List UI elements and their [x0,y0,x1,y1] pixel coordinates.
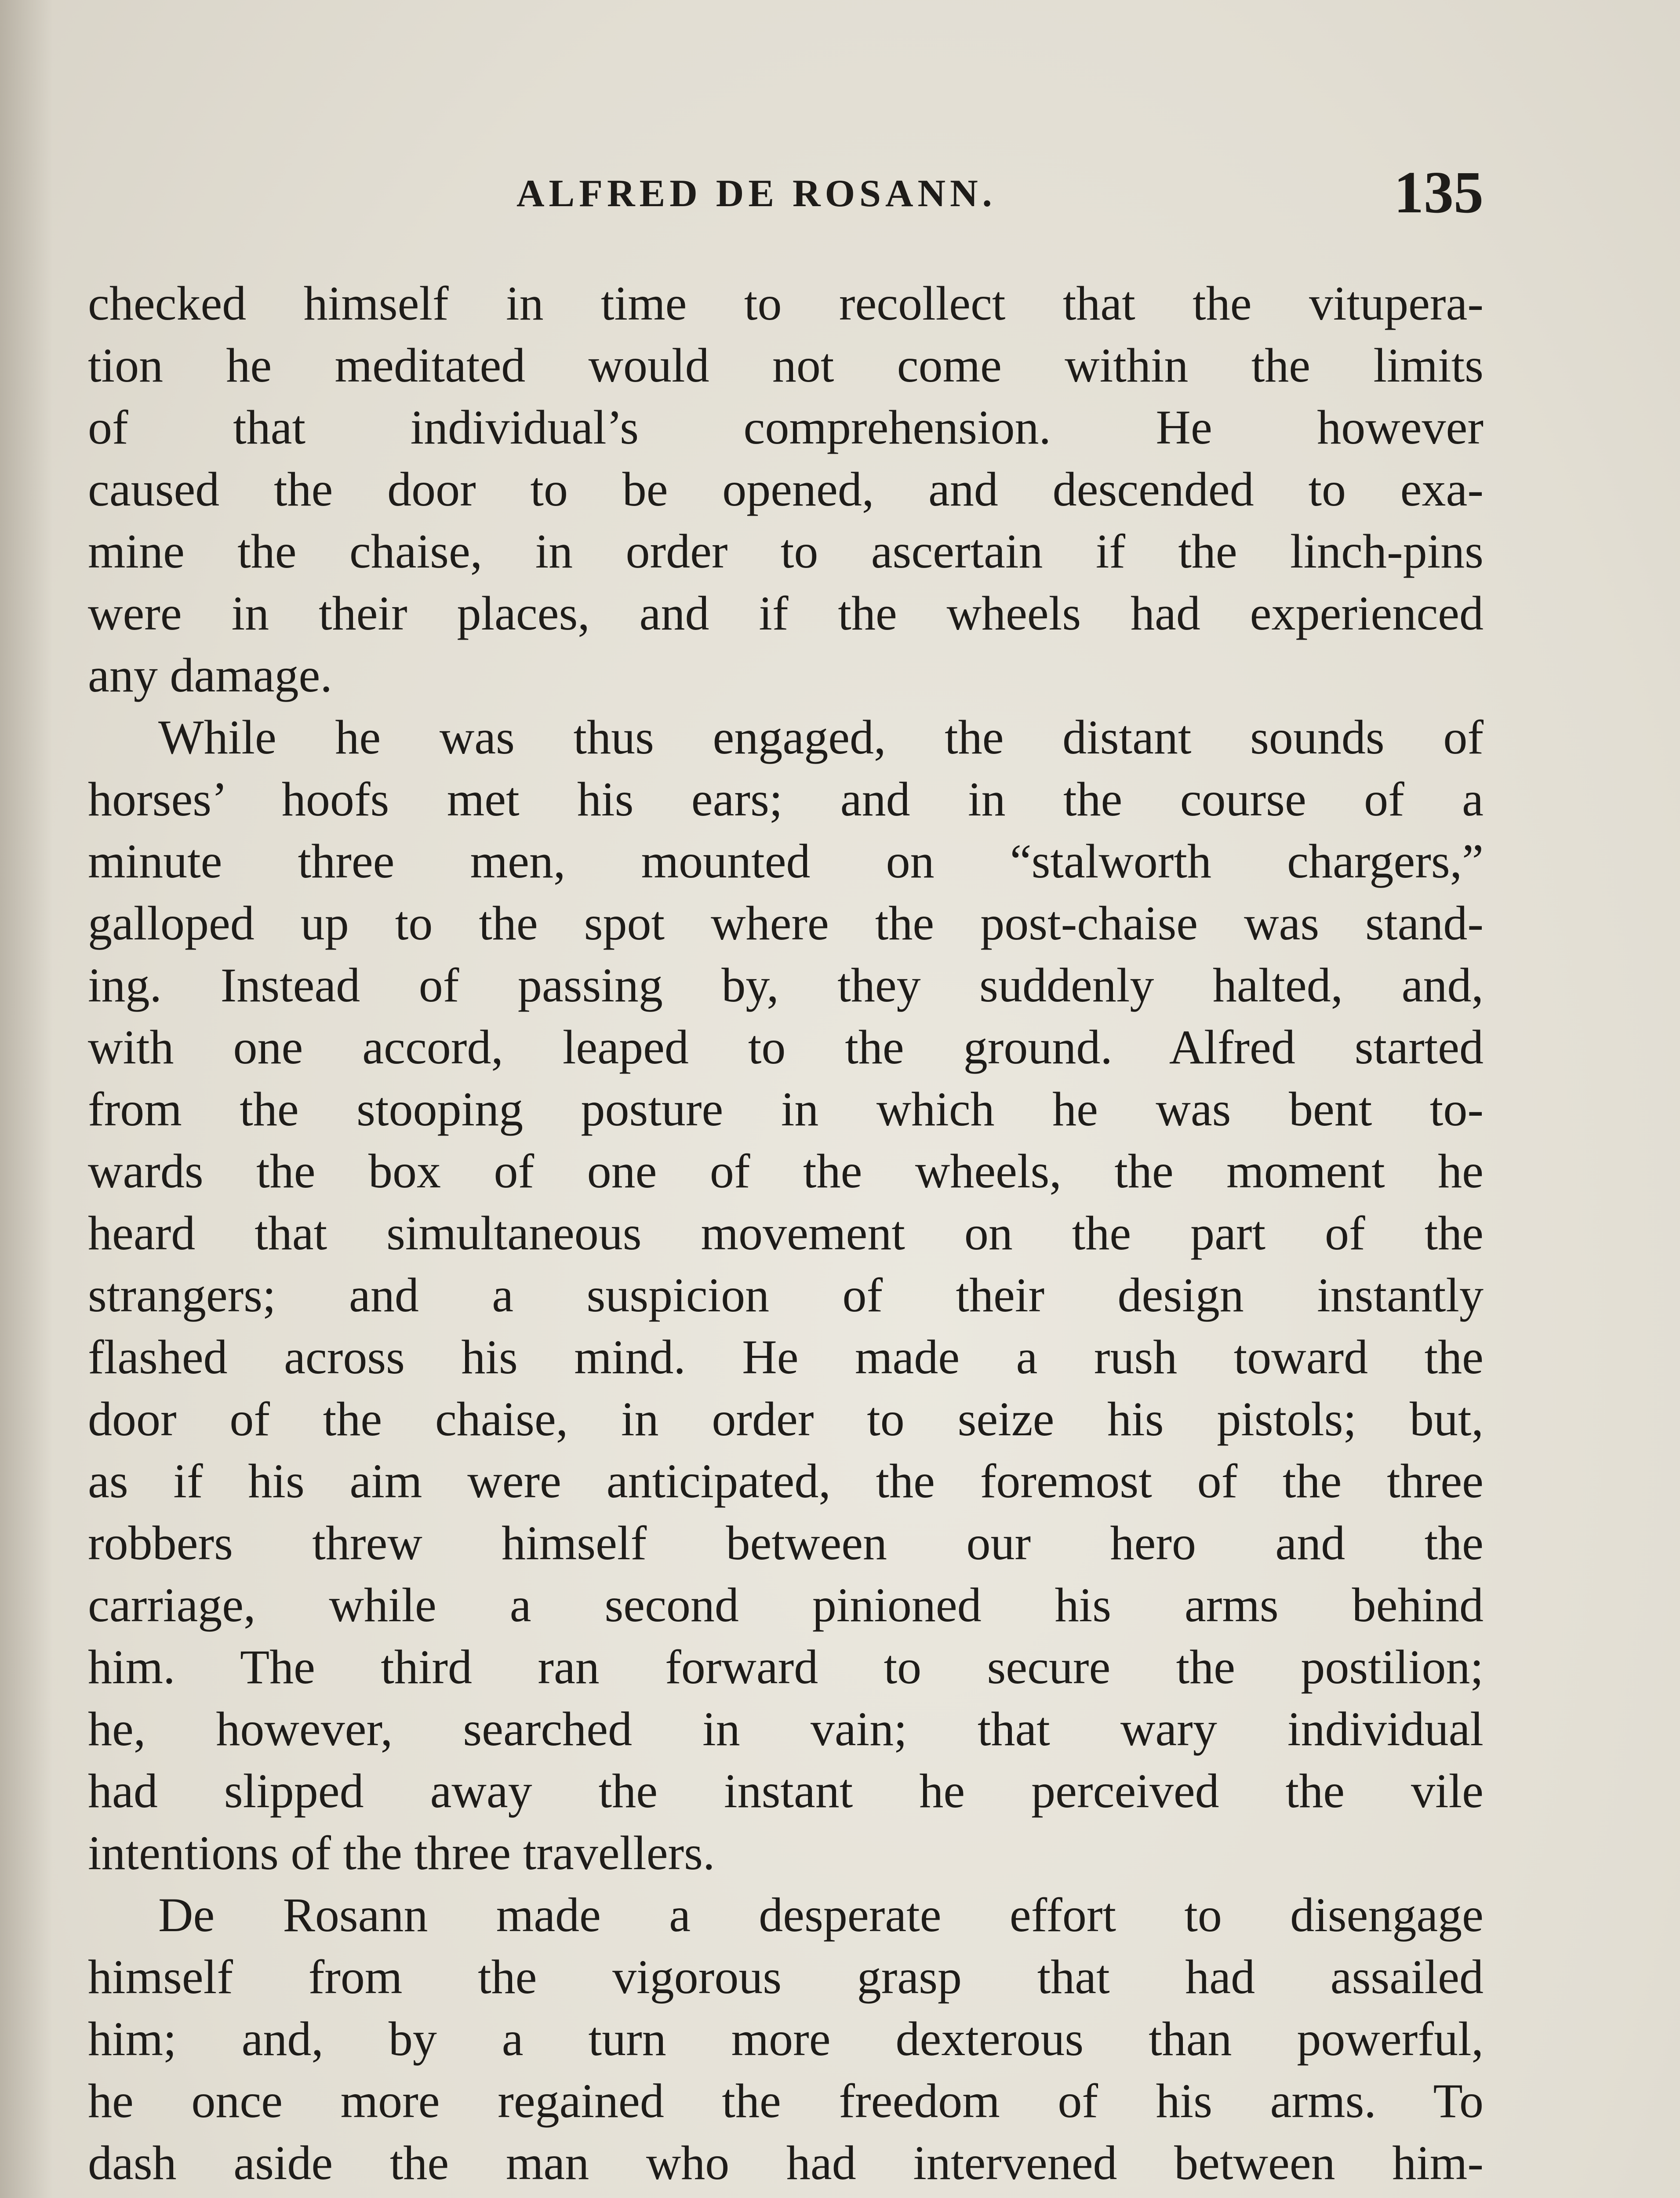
text-line: with one accord, leaped to the ground. Alfred started [88,1020,1484,1074]
text-line: he once more regained the freedom of his arms. To [88,2074,1484,2128]
text-line: himself from the vigorous grasp that had assailed [88,1950,1484,2004]
text-line: of that individual’s comprehension. He however [88,400,1484,454]
text-line: checked himself in time to recollect that the vitupera- [88,277,1484,330]
text-line: intentions of the three travellers. [88,1826,715,1880]
body-text [88,273,1484,2198]
text-line: De Rosann made a desperate effort to disengage [158,1888,1484,1942]
text-line: as if his aim were anticipated, the foremost of the three [88,1454,1484,1508]
text-line: ing. Instead of passing by, they suddenly halted, and, [88,958,1484,1012]
text-line: him; and, by a turn more dexterous than powerful, [88,2012,1484,2066]
text-line: tion he meditated would not come within the limits [88,338,1484,392]
text-line: wards the box of one of the wheels, the moment he [88,1144,1484,1198]
text-line: from the stooping posture in which he was bent to- [88,1082,1484,1136]
text-line: door of the chaise, in order to seize his pistols; but, [88,1392,1484,1446]
binding-shadow [0,0,53,2198]
text-line: him. The third ran forward to secure the postilion; [88,1640,1484,1694]
text-line: were in their places, and if the wheels had experienced [88,586,1484,640]
page-number: 135 [1394,160,1484,226]
text-line: he, however, searched in vain; that wary individual [88,1702,1484,1756]
text-line: horses’ hoofs met his ears; and in the course of a [88,772,1484,826]
text-line: strangers; and a suspicion of their design instantly [88,1268,1484,1322]
text-line: flashed across his mind. He made a rush toward the [88,1330,1484,1384]
page-header [88,158,1484,229]
text-line [88,2194,1484,2198]
text-line: galloped up to the spot where the post-chaise was stand- [88,896,1484,950]
text-line: heard that simultaneous movement on the part of the [88,1206,1484,1260]
text-line: mine the chaise, in order to ascertain if the linch-pins [88,524,1484,578]
text-line: minute three men, mounted on “stalworth chargers,” [88,834,1484,888]
text-line: any damage. [88,648,332,702]
text-line: While he was thus engaged, the distant sounds of [158,710,1484,764]
text-line: had slipped away the instant he perceived the vile [88,1764,1484,1818]
text-line: caused the door to be opened, and descended to exa- [88,462,1484,516]
text-line: robbers threw himself between our hero and the [88,1516,1484,1570]
text-line: carriage, while a second pinioned his arms behind [88,1578,1484,1632]
running-title: ALFRED DE ROSANN. [516,172,996,215]
text-line: dash aside the man who had intervened between him- [88,2136,1484,2190]
